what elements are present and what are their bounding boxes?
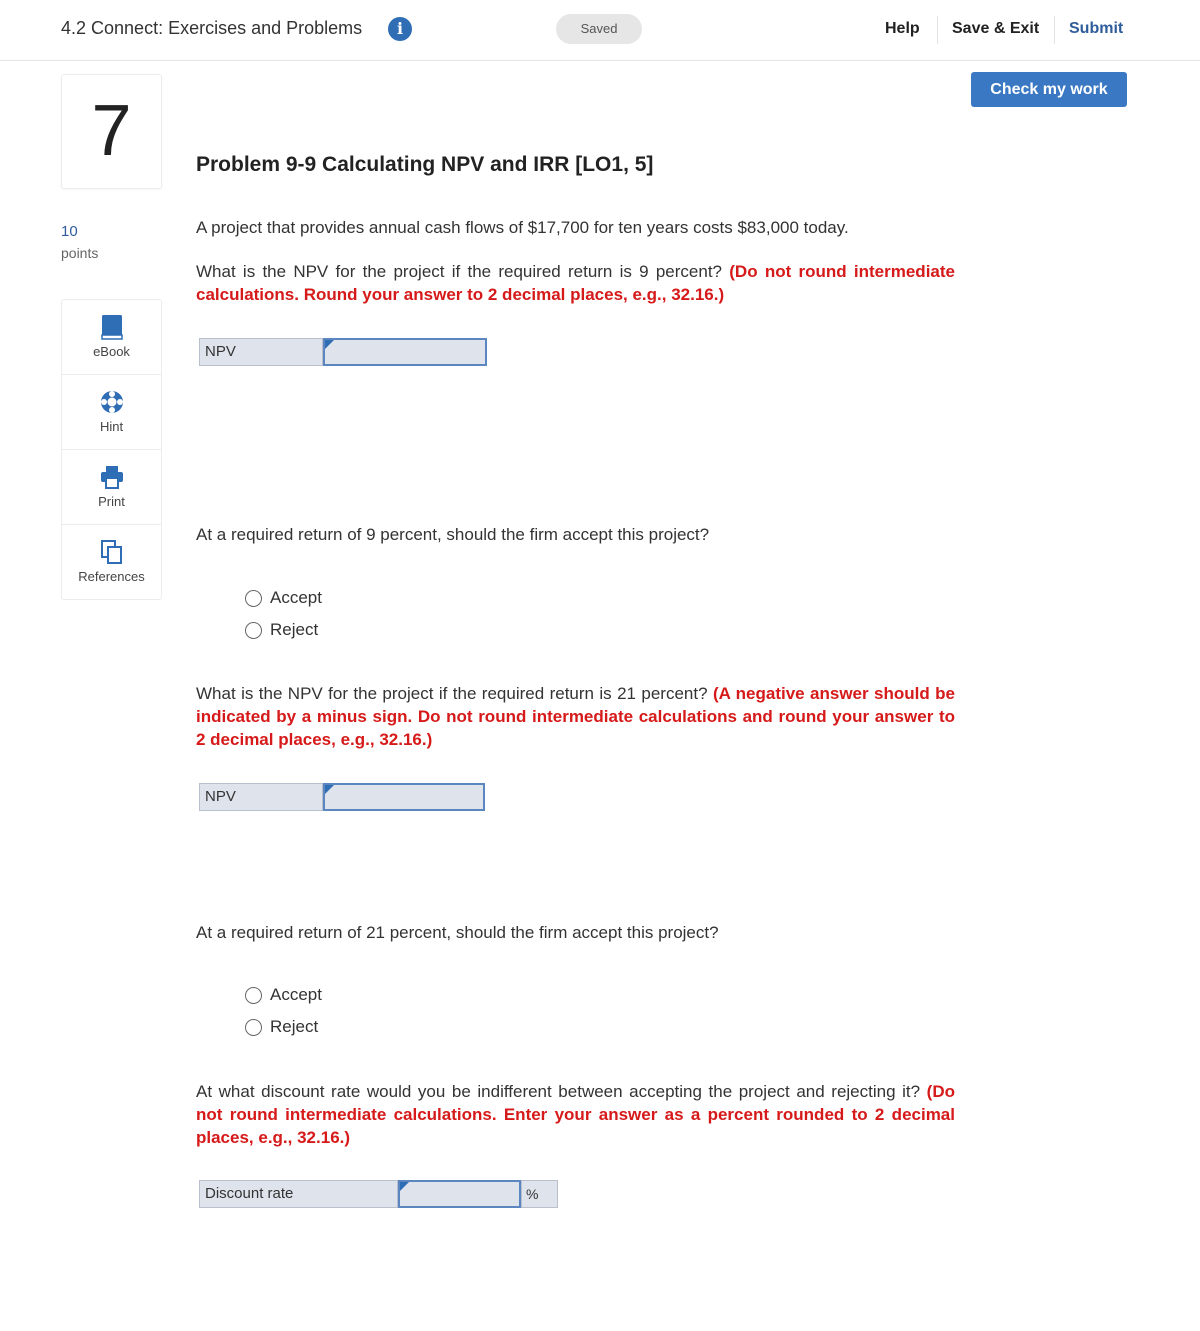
lifebuoy-icon [100,389,124,415]
reject-option-1[interactable] [245,619,318,641]
ebook-button[interactable] [62,300,161,375]
radio-button[interactable] [245,987,262,1004]
accept-option-1[interactable] [245,587,322,609]
part4-question: At a required return of 21 percent, should the firm accept this project? [196,923,719,942]
references-button[interactable] [62,525,161,599]
part5-prompt [196,1080,955,1149]
book-icon [100,314,124,340]
help-link[interactable]: Help [885,20,920,37]
print-label: Print [98,494,125,509]
question-number: 7 [61,74,162,189]
assignment-title: 4.2 Connect: Exercises and Problems [61,18,363,38]
radio-button[interactable] [245,622,262,639]
references-label: References [78,569,145,584]
npv-input-1[interactable] [323,338,487,366]
reject-option-2[interactable] [245,1016,318,1038]
accept-label: Accept [270,985,322,1004]
tools-panel [61,299,162,600]
accept-label: Accept [270,588,322,607]
discount-rate-label: Discount rate [199,1180,398,1208]
part2-question: At a required return of 9 percent, should the firm accept this project? [196,525,710,544]
submit-link[interactable]: Submit [1069,20,1124,37]
part1-prompt [196,260,955,306]
discount-rate-input[interactable] [398,1180,521,1208]
npv-label: NPV [199,338,323,366]
info-icon[interactable]: i [388,17,412,41]
part3-instruction: (A negative answer should be indicated by a minus sign. Do not round intermediate calculations and round your answer to 2 decimal places, e.g., 32.16.) [196,684,955,749]
copy-icon [100,539,124,565]
reject-label: Reject [270,620,319,639]
points-value: 10 [61,223,78,240]
divider [1054,16,1055,44]
radio-button[interactable] [245,590,262,607]
check-my-work-button[interactable]: Check my work [971,72,1127,107]
discount-rate-answer-row [199,1180,558,1208]
print-button[interactable] [62,450,161,525]
intro-text: A project that provides annual cash flows of $17,700 for ten years costs $83,000 today. [196,218,849,237]
percent-unit: % [521,1180,558,1208]
top-bar [0,0,1200,61]
npv-label: NPV [199,783,323,811]
part5-question: At what discount rate would you be indifferent between accepting the project and rejecting it? [196,1082,921,1101]
part5-instruction: (Do not round intermediate calculations. Enter your answer as a percent rounded to 2 decimal places, e.g., 32.16.) [196,1082,955,1147]
saved-status-badge: Saved [556,14,642,44]
part3-question: What is the NPV for the project if the required return is 21 percent? [196,684,708,703]
part1-instruction: (Do not round intermediate calculations. Round your answer to 2 decimal places, e.g., 32.16.) [196,262,955,304]
part3-prompt [196,682,955,751]
npv-answer-row-2 [199,783,485,811]
hint-label: Hint [99,419,124,434]
radio-button[interactable] [245,1019,262,1036]
reject-label: Reject [270,1017,319,1036]
save-exit-link[interactable]: Save & Exit [952,20,1040,37]
npv-answer-row-1 [199,338,487,366]
printer-icon [100,464,124,490]
divider [937,16,938,44]
hint-button[interactable] [62,375,161,450]
problem-title: Problem 9-9 Calculating NPV and IRR [LO1, 5] [196,153,654,176]
points-label: points [61,245,99,261]
part1-question: What is the NPV for the project if the required return is 9 percent? [196,262,723,281]
accept-option-2[interactable] [245,984,322,1006]
ebook-label: eBook [93,344,130,359]
npv-input-2[interactable] [323,783,485,811]
